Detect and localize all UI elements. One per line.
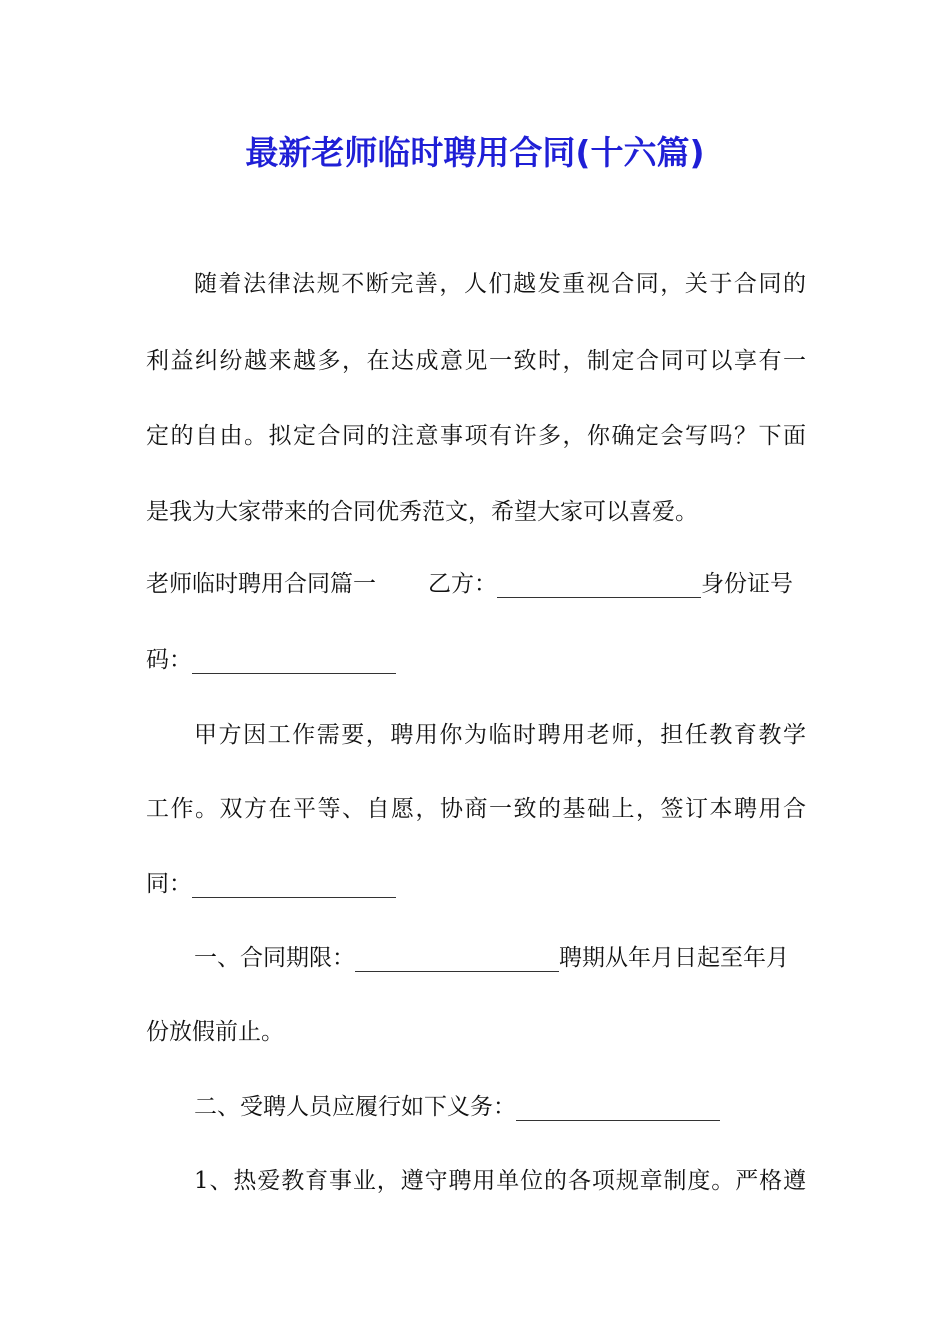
id-number-blank xyxy=(192,647,396,674)
duty-1-line: 1、热爱教育事业，遵守聘用单位的各项规章制度。严格遵 xyxy=(194,1168,806,1194)
intro-line-3: 定的自由。拟定合同的注意事项有许多，你确定会写吗？下面 xyxy=(146,423,806,449)
para1-line-3 xyxy=(146,864,806,904)
term-line xyxy=(194,938,806,978)
duties-label: 二、受聘人员应履行如下义务： xyxy=(194,1094,516,1120)
party-b-label: 乙方： xyxy=(428,571,497,597)
term-rest: 聘期从年月日起至年月 xyxy=(559,945,789,971)
duties-line xyxy=(194,1087,806,1127)
term-blank xyxy=(355,945,559,972)
duties-blank xyxy=(516,1094,720,1121)
para1-line-1: 甲方因工作需要，聘用你为临时聘用老师，担任教育教学 xyxy=(194,722,806,748)
contract-blank xyxy=(192,871,396,898)
intro-line-2: 利益纠纷越来越多，在达成意见一致时，制定合同可以享有一 xyxy=(146,348,806,374)
para1-line-2: 工作。双方在平等、自愿，协商一致的基础上，签订本聘用合 xyxy=(146,796,806,822)
id-number-label-cont: 码： xyxy=(146,647,192,673)
term-line-2: 份放假前止。 xyxy=(146,1019,284,1045)
section-heading-line xyxy=(146,564,806,604)
intro-line-4: 是我为大家带来的合同优秀范文，希望大家可以喜爱。 xyxy=(146,499,698,525)
party-b-blank xyxy=(497,571,701,598)
id-number-label: 身份证号 xyxy=(701,571,793,597)
document-title: 最新老师临时聘用合同(十六篇) xyxy=(245,133,705,172)
intro-line-1: 随着法律法规不断完善，人们越发重视合同，关于合同的 xyxy=(194,271,806,297)
term-label: 一、合同期限： xyxy=(194,945,355,971)
id-number-line xyxy=(146,640,806,680)
para1-end: 同： xyxy=(146,871,192,897)
section-heading: 老师临时聘用合同篇一 xyxy=(146,571,376,597)
